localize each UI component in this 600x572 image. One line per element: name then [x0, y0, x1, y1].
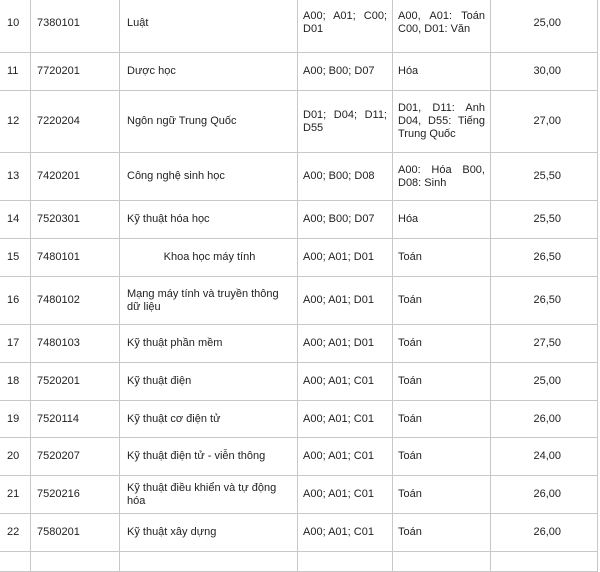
row-number: 22 — [0, 514, 31, 552]
admission-score: 25,00 — [491, 0, 598, 53]
major-name: Kỹ thuật xây dựng — [120, 514, 298, 552]
admission-score: 26,50 — [491, 277, 598, 325]
table-row — [0, 325, 598, 363]
admission-score: 26,00 — [491, 401, 598, 438]
main-subject: Toán — [393, 325, 491, 363]
subject-combinations: A00; A01; C01 — [298, 438, 393, 476]
major-name: Kỹ thuật hóa học — [120, 201, 298, 239]
row-number: 21 — [0, 476, 31, 514]
row-number: 13 — [0, 153, 31, 201]
subject-combinations: A00; B00; D08 — [298, 153, 393, 201]
table-row — [0, 401, 598, 438]
major-name: Khoa học máy tính — [120, 239, 298, 277]
subject-combinations: A00; A01; C00; D01 — [298, 0, 393, 53]
main-subject: A00, A01: Toán C00, D01: Văn — [393, 0, 491, 53]
major-name: Kỹ thuật phần mềm — [120, 325, 298, 363]
table-row — [0, 363, 598, 401]
major-name: Dược học — [120, 53, 298, 91]
subject-combinations: A00; A01; C01 — [298, 514, 393, 552]
table-row — [0, 91, 598, 153]
admission-score: 30,00 — [491, 53, 598, 91]
main-subject: Toán — [393, 514, 491, 552]
subject-combinations: A00; A01; C01 — [298, 363, 393, 401]
admission-score: 24,00 — [491, 438, 598, 476]
main-subject: A00: Hóa B00, D08: Sinh — [393, 153, 491, 201]
subject-combinations: D01; D04; D11; D55 — [298, 91, 393, 153]
major-name: Mạng máy tính và truyền thông dữ liệu — [120, 277, 298, 325]
main-subject: D01, D11: Anh D04, D55: Tiếng Trung Quốc — [393, 91, 491, 153]
major-code: 7580201 — [31, 514, 120, 552]
row-number: 10 — [0, 0, 31, 53]
major-code: 7720201 — [31, 53, 120, 91]
subject-combinations: A00; A01; D01 — [298, 239, 393, 277]
table-row — [0, 552, 598, 572]
main-subject: Toán — [393, 363, 491, 401]
subject-combinations: A00; A01; D01 — [298, 277, 393, 325]
row-number — [0, 552, 31, 572]
subject-combinations: A00; A01; C01 — [298, 401, 393, 438]
major-code: 7520114 — [31, 401, 120, 438]
subject-combinations: A00; B00; D07 — [298, 201, 393, 239]
table-row — [0, 514, 598, 552]
major-code — [31, 552, 120, 572]
major-name — [120, 552, 298, 572]
major-name: Ngôn ngữ Trung Quốc — [120, 91, 298, 153]
main-subject: Toán — [393, 277, 491, 325]
row-number: 12 — [0, 91, 31, 153]
table-row — [0, 201, 598, 239]
main-subject: Toán — [393, 476, 491, 514]
subject-combinations — [298, 552, 393, 572]
row-number: 20 — [0, 438, 31, 476]
table-row — [0, 476, 598, 514]
admission-score: 26,00 — [491, 476, 598, 514]
admission-score: 26,00 — [491, 514, 598, 552]
major-code: 7380101 — [31, 0, 120, 53]
main-subject: Toán — [393, 239, 491, 277]
row-number: 16 — [0, 277, 31, 325]
major-code: 7520301 — [31, 201, 120, 239]
table-row — [0, 0, 598, 53]
row-number: 14 — [0, 201, 31, 239]
admission-score: 26,50 — [491, 239, 598, 277]
main-subject: Toán — [393, 438, 491, 476]
subject-combinations: A00; A01; C01 — [298, 476, 393, 514]
table-row — [0, 277, 598, 325]
main-subject: Hóa — [393, 53, 491, 91]
row-number: 11 — [0, 53, 31, 91]
major-name: Kỹ thuật điện — [120, 363, 298, 401]
major-name: Luật — [120, 0, 298, 53]
row-number: 15 — [0, 239, 31, 277]
major-code: 7480102 — [31, 277, 120, 325]
admission-score: 27,50 — [491, 325, 598, 363]
row-number: 17 — [0, 325, 31, 363]
table-row — [0, 53, 598, 91]
main-subject: Hóa — [393, 201, 491, 239]
admission-score: 25,00 — [491, 363, 598, 401]
table-row — [0, 153, 598, 201]
main-subject — [393, 552, 491, 572]
major-code: 7420201 — [31, 153, 120, 201]
major-name: Kỹ thuật điện tử - viễn thông — [120, 438, 298, 476]
major-code: 7520216 — [31, 476, 120, 514]
major-code: 7520207 — [31, 438, 120, 476]
major-code: 7480103 — [31, 325, 120, 363]
admission-score: 25,50 — [491, 153, 598, 201]
admission-score: 25,50 — [491, 201, 598, 239]
admission-score: 27,00 — [491, 91, 598, 153]
major-name: Công nghệ sinh học — [120, 153, 298, 201]
major-name: Kỹ thuật cơ điện tử — [120, 401, 298, 438]
major-code: 7480101 — [31, 239, 120, 277]
row-number: 18 — [0, 363, 31, 401]
table-row — [0, 239, 598, 277]
major-code: 7220204 — [31, 91, 120, 153]
row-number: 19 — [0, 401, 31, 438]
subject-combinations: A00; A01; D01 — [298, 325, 393, 363]
table-row — [0, 438, 598, 476]
major-name: Kỹ thuật điều khiển và tự động hóa — [120, 476, 298, 514]
admission-score — [491, 552, 598, 572]
subject-combinations: A00; B00; D07 — [298, 53, 393, 91]
major-code: 7520201 — [31, 363, 120, 401]
main-subject: Toán — [393, 401, 491, 438]
